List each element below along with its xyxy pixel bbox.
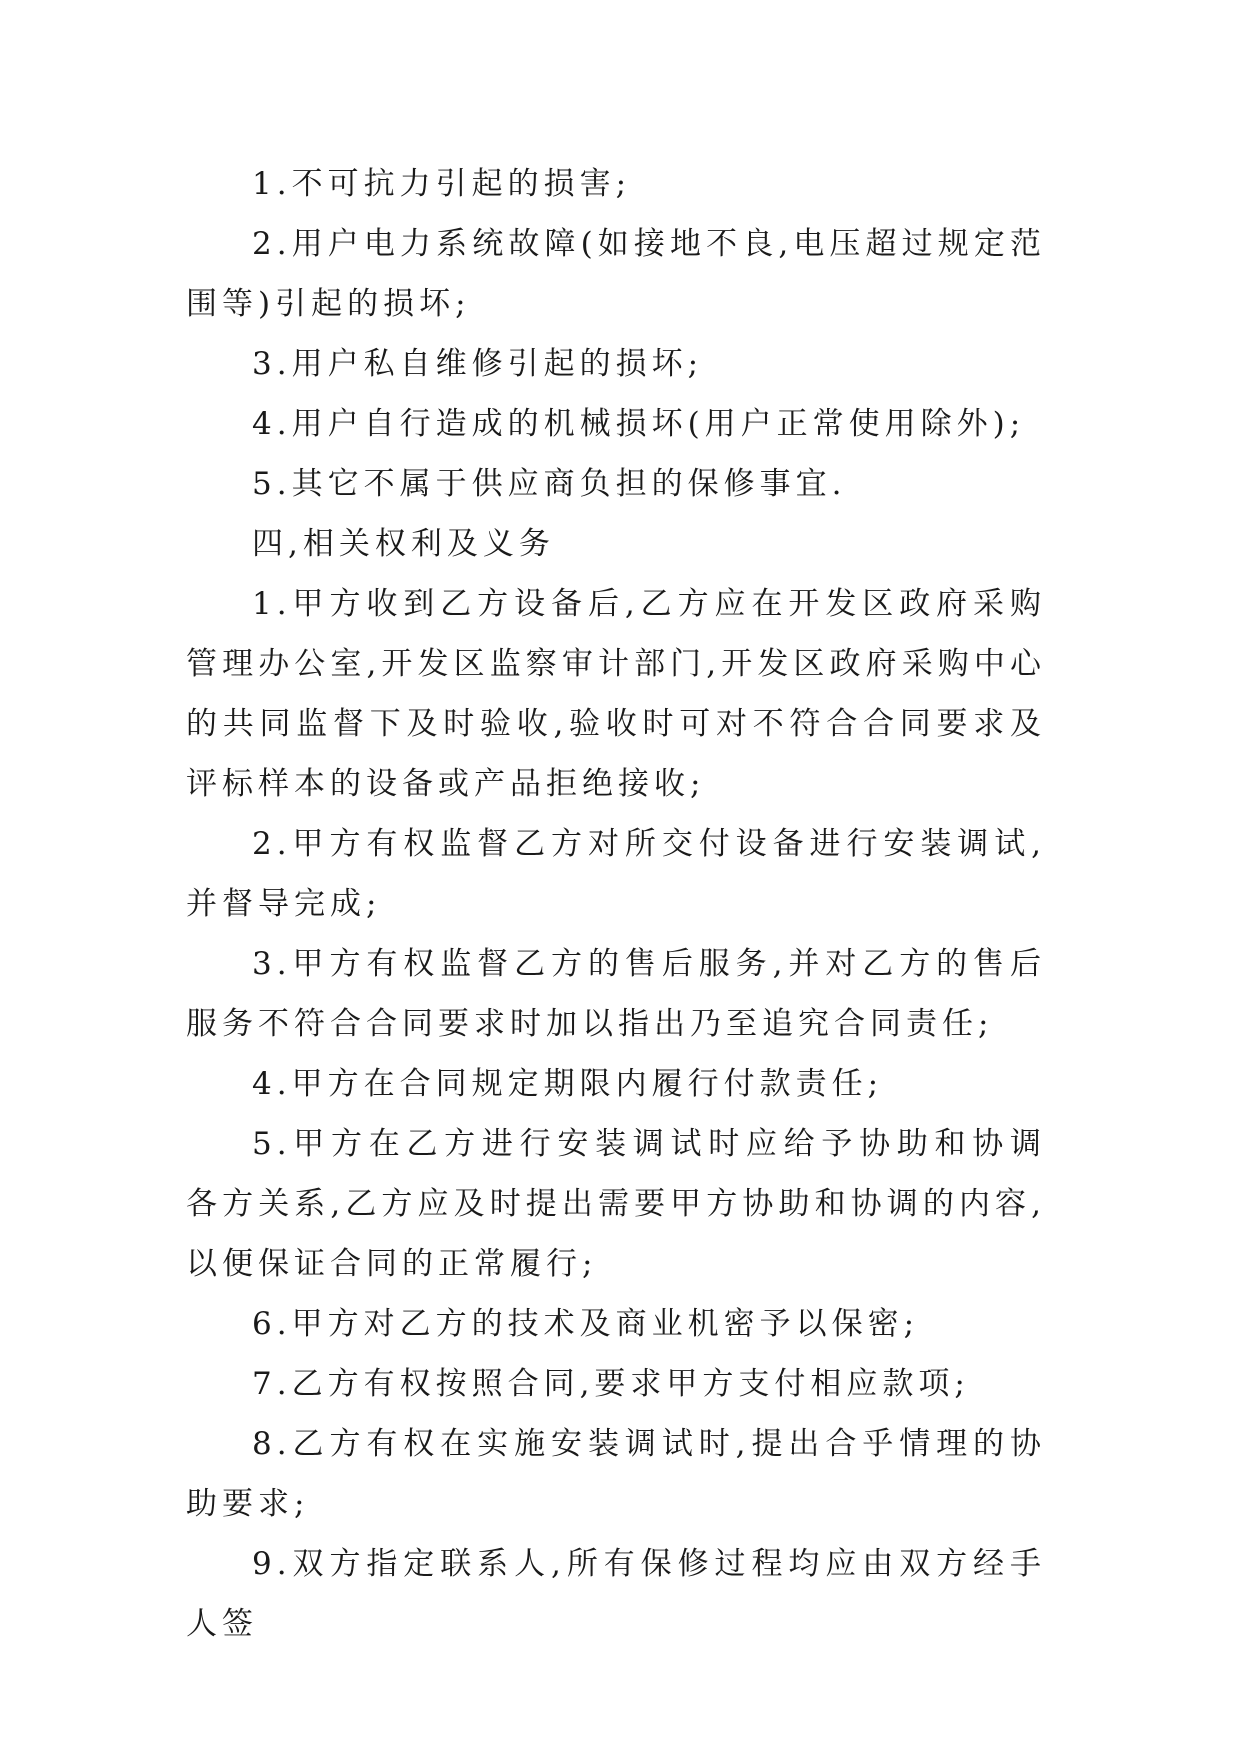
paragraph-obligation-6: 6.甲方对乙方的技术及商业机密予以保密; [252, 1306, 920, 1342]
section-heading: 四,相关权利及义务 [252, 526, 555, 562]
paragraph-exclusion-5: 5.其它不属于供应商负担的保修事宜. [252, 466, 847, 502]
paragraph-obligation-2: 2.甲方有权监督乙方对所交付设备进行安装调试,并督导完成; [186, 826, 1046, 922]
paragraph-exclusion-3: 3.用户私自维修引起的损坏; [252, 346, 704, 382]
paragraph-obligation-7: 7.乙方有权按照合同,要求甲方支付相应款项; [252, 1366, 970, 1402]
paragraph-obligation-5: 5.甲方在乙方进行安装调试时应给予协助和协调各方关系,乙方应及时提出需要甲方协助和协调的内容,以便保证合同的正常履行; [186, 1126, 1046, 1282]
paragraph-exclusion-1: 1.不可抗力引起的损害; [252, 166, 632, 202]
paragraph-obligation-1: 1.甲方收到乙方设备后,乙方应在开发区政府采购管理办公室,开发区监察审计部门,开发区政府采购中心的共同监督下及时验收,验收时可对不符合合同要求及评标样本的设备或产品拒绝接收; [186, 586, 1046, 802]
paragraph-exclusion-2: 2.用户电力系统故障(如接地不良,电压超过规定范围等)引起的损坏; [186, 226, 1046, 322]
paragraph-obligation-4: 4.甲方在合同规定期限内履行付款责任; [252, 1066, 884, 1102]
document-body [186, 154, 1046, 1654]
paragraph-obligation-3: 3.甲方有权监督乙方的售后服务,并对乙方的售后服务不符合合同要求时加以指出乃至追究合同责任; [186, 946, 1046, 1042]
paragraph-exclusion-4: 4.用户自行造成的机械损坏(用户正常使用除外); [252, 406, 1026, 442]
paragraph-obligation-9: 9.双方指定联系人,所有保修过程均应由双方经手人签 [186, 1546, 1046, 1642]
paragraph-obligation-8: 8.乙方有权在实施安装调试时,提出合乎情理的协助要求; [186, 1426, 1046, 1522]
